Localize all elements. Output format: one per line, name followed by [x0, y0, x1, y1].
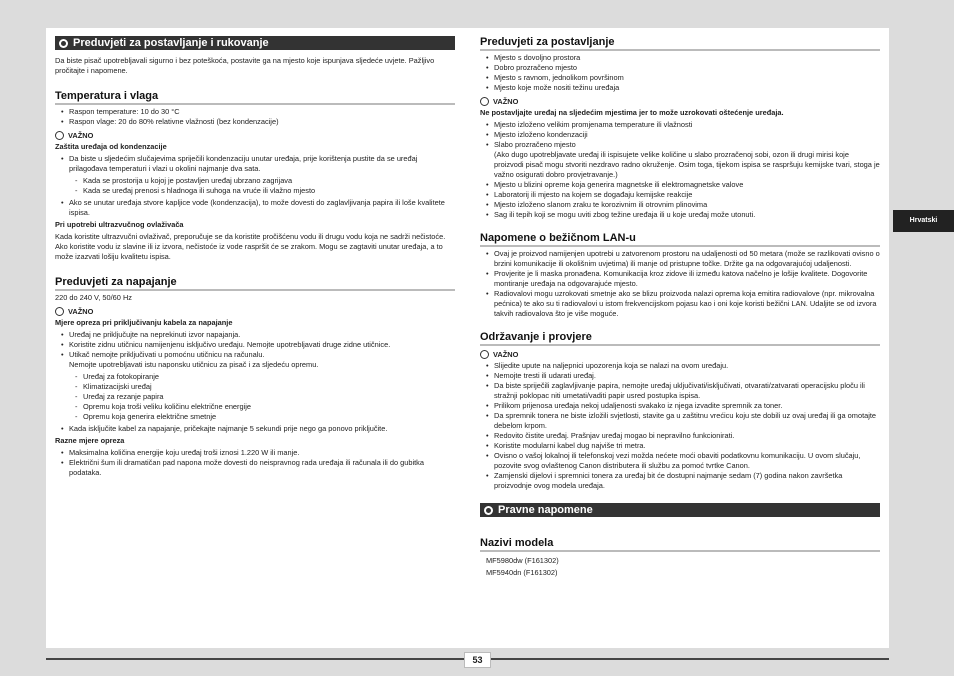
heading-maintenance: Održavanje i provjere — [480, 331, 880, 346]
list-item: • Mjesto koje može nositi težinu uređaja — [494, 83, 880, 93]
avoid-list — [480, 120, 880, 220]
important-icon — [55, 307, 64, 316]
list-item: • Utikač nemojte priključivati u pomoćnu utičnicu na računalu. Nemojte upotrebljavati istu naponsku utičnicu za pisač i za sljedeću opremu. - Uređaj za fotokopiranje - Klimatizacijski uređaj - Uređaj za rezanje papira - Opremu koja troši veliku količinu električne energije - Opremu koja generira električne smetnje — [69, 350, 455, 422]
humidifier-heading: Pri upotrebi ultrazvučnog ovlaživača — [55, 220, 184, 229]
heading-installation: Preduvjeti za postavljanje — [480, 36, 880, 51]
intro-text: Da biste pisač upotrebljavali sigurno i bez poteškoća, postavite ga na mjesto koje ispunjava sljedeće uvjete. Pažljivo pročitajte i napomene. — [55, 56, 435, 75]
document-page — [46, 28, 889, 648]
important-note: VAŽNO — [55, 131, 455, 140]
important-note: VAŽNO — [480, 97, 880, 106]
list-item: • Dobro prozračeno mjesto — [494, 63, 880, 73]
list-item: • Mjesto s ravnom, jednolikom površinom — [494, 73, 880, 83]
important-icon — [480, 350, 489, 359]
section-bullet-icon — [484, 506, 493, 515]
list-item: • Sag ili tepih koji se mogu uviti zbog težine uređaja ili u koje uređaj može utonuti. — [494, 210, 880, 220]
list-item: - Uređaj za rezanje papira — [83, 392, 455, 402]
important-icon — [480, 97, 489, 106]
list-item: • Uređaj ne priključujte na neprekinuti izvor napajanja. — [69, 330, 455, 340]
list-item: • Mjesto izloženo velikim promjenama temperature ili vlažnosti — [494, 120, 880, 130]
condensation-list — [55, 154, 455, 218]
list-item: • Ako se unutar uređaja stvore kapljice vode (kondenzacija), to može dovesti do zaglavljivanja papira ili loše kvalitete ispisa. — [69, 198, 455, 218]
list-item: • Maksimalna količina energije koju uređaj troši iznosi 1.220 W ili manje. — [69, 448, 455, 458]
humidifier-text-2: Ako koristite vodu iz slavine ili iz izvora, nečistoće iz vode raspršit će se zrakom. Mogu se zagtaviti unutar uređaja, a to može izazvati lošiju kvalitetu ispisa. — [55, 242, 443, 261]
avoid-heading: Ne postavljajte uređaj na sljedećim mjestima jer to može uzrokovati oštećenje uređaja. — [480, 108, 784, 117]
ratings-list — [55, 448, 455, 478]
list-item: • Radiovalovi mogu uzrokovati smetnje ako se blizu proizvoda nalazi oprema koja emitira radiovalove (npr. mikrovalna pećnica) te ako su ti radiovalovi u istom frekvencijskom pojasu kao i oni koje koristi bežični LAN. Udaljite se od izvora takvih radiovalova što je više moguće. — [494, 289, 880, 319]
left-column — [55, 36, 455, 480]
list-item: - Klimatizacijski uređaj — [83, 382, 455, 392]
section-bar-legal — [480, 503, 880, 517]
list-item: • Redovito čistite uređaj. Prašnjav uređaj mogao bi nepravilno funkcionirati. — [494, 431, 880, 441]
maintenance-list — [480, 361, 880, 491]
list-item: • Raspon vlage: 20 do 80% relativne vlažnosti (bez kondenzacije) — [69, 117, 455, 127]
list-item: • Slijedite upute na naljepnici upozorenja koja se nalazi na ovom uređaju. — [494, 361, 880, 371]
section-title: Pravne napomene — [498, 504, 593, 516]
power-cable-heading: Mjere opreza pri priključivanju kabela za napajanje — [55, 318, 233, 327]
list-item: • Kada isključite kabel za napajanje, pričekajte najmanje 5 sekundi prije nego ga ponovo priključite. — [69, 424, 455, 434]
list-item: - Kada se prostorija u kojoj je postavljen uređaj ubrzano zagrijava — [83, 176, 455, 186]
list-item: • Ovisno o vašoj lokalnoj ili telefonskoj vezi možda nećete moći obaviti podatkovnu komunikaciju. U ovom slučaju, pozovite svog ovlaštenog Canon distributera ili službu za pomoć tvrtke Canon. — [494, 451, 880, 471]
list-item: • Prilikom prijenosa uređaja nekoj udaljenosti svakako iz njega izvadite spremnik za toner. — [494, 401, 880, 411]
wlan-list — [480, 249, 880, 319]
list-item: • Da biste u sljedećim slučajevima spriječili kondenzaciju unutar uređaja, prije korištenja pustite da se uređaj prilagođava temperaturi i vlazi u okolini najmanje dva sata. - Kada se prostorija u kojoj je postavljen uređaj ubrzano zagrijava - Kada se uređaj prenosi s hladnoga ili suhoga na vruće ili vlažno mjesto — [69, 154, 455, 196]
installation-list — [480, 53, 880, 93]
list-item: • Laboratorij ili mjesto na kojem se događaju kemijske reakcije — [494, 190, 880, 200]
list-item: • Slabo prozračeno mjesto (Ako dugo upotrebljavate uređaj ili ispisujete velike količine u slabo prozračenoj sobi, ozon ili drugi mirisi koje proizvodi pisač mogu stvoriti nezdravo radno okruženje. Osim toga, tijekom ispisa se raspršuju kemijske tvari, stoga je važno osigurati dobro provjetravanje.) — [494, 140, 880, 180]
section-bar-setup-handling — [55, 36, 455, 50]
power-value: 220 do 240 V, 50/60 Hz — [55, 293, 132, 302]
model-name: MF5980dw (F161302) — [486, 556, 559, 565]
important-note: VAŽNO — [480, 350, 880, 359]
heading-wireless-lan: Napomene o bežičnom LAN-u — [480, 232, 880, 247]
temperature-list — [55, 107, 455, 127]
condensation-heading: Zaštita uređaja od kondenzacije — [55, 142, 167, 151]
section-title: Preduvjeti za postavljanje i rukovanje — [73, 37, 269, 49]
important-icon — [55, 131, 64, 140]
list-item: • Mjesto s dovoljno prostora — [494, 53, 880, 63]
list-item: • Koristite zidnu utičnicu namijenjenu isključivo uređaju. Nemojte upotrebljavati druge zidne utičnice. — [69, 340, 455, 350]
list-item: • Raspon temperature: 10 do 30 °C — [69, 107, 455, 117]
list-item: • Zamjenski dijelovi i spremnici tonera za uređaj bit će dostupni najmanje sedam (7) godina nakon završetka proizvodnje ovog modela uređaja. — [494, 471, 880, 491]
list-item: • Električni šum ili dramatičan pad napona može dovesti do neispravnog rada uređaja ili računala ili do gubitka podataka. — [69, 458, 455, 478]
heading-temperature: Temperatura i vlaga — [55, 90, 455, 105]
power-sublist — [69, 372, 455, 422]
list-item: • Mjesto izloženo kondenzaciji — [494, 130, 880, 140]
ratings-heading: Razne mjere opreza — [55, 436, 125, 445]
list-item: • Ovaj je proizvod namijenjen upotrebi u zatvorenom prostoru na udaljenosti od 50 metara (može se razlikovati ovisno o brzini komunikacije ili okolišnim uvjetima) ili manje od pristupne točke. Držite ga na odgovarajućoj udaljenosti. — [494, 249, 880, 269]
right-column — [480, 36, 880, 580]
heading-model-names: Nazivi modela — [480, 537, 880, 552]
heading-power: Preduvjeti za napajanje — [55, 276, 455, 291]
humidifier-text: Kada koristite ultrazvučni ovlaživač, preporučuje se da koristite pročišćenu vodu ili drugu vodu koja ne sadrži nečistoće. — [55, 232, 446, 241]
list-item: - Kada se uređaj prenosi s hladnoga ili suhoga na vruće ili vlažno mjesto — [83, 186, 455, 196]
list-item: - Opremu koja troši veliku količinu električne energije — [83, 402, 455, 412]
list-item: - Opremu koja generira električne smetnje — [83, 412, 455, 422]
list-item: • Da biste spriječili zaglavljivanje papira, nemojte uređaj uključivati/isključivati, otvarati/zatvarati operacijsku ploču ili stražnji poklopac niti umetati/vaditi papir usred postupka ispisa. — [494, 381, 880, 401]
list-item: • Koristite modularni kabel dug najviše tri metra. — [494, 441, 880, 451]
list-item: - Uređaj za fotokopiranje — [83, 372, 455, 382]
list-item: • Mjesto u blizini opreme koja generira magnetske ili elektromagnetske valove — [494, 180, 880, 190]
list-item: • Mjesto izloženo slanom zraku te korozivnim ili otrovnim plinovima — [494, 200, 880, 210]
list-item: • Provjerite je li maska pronađena. Komunikacija kroz zidove ili između katova načelno je lošije kvalitete. Dogovorite montiranje uređaja na odgovarajuće mjesto. — [494, 269, 880, 289]
list-item: • Da spremnik tonera ne biste izložili svjetlosti, stavite ga u zaštitnu vrećicu koju ste dobili uz ovaj uređaj ili ga omotajte debelom krpom. — [494, 411, 880, 431]
model-name: MF5940dn (F161302) — [486, 568, 558, 577]
language-tab: Hrvatski — [893, 210, 954, 232]
list-item: • Nemojte tresti ili udarati uređaj. — [494, 371, 880, 381]
page-number: 53 — [464, 652, 491, 668]
section-bullet-icon — [59, 39, 68, 48]
important-note: VAŽNO — [55, 307, 455, 316]
condensation-sublist — [69, 176, 455, 196]
power-list — [55, 330, 455, 434]
